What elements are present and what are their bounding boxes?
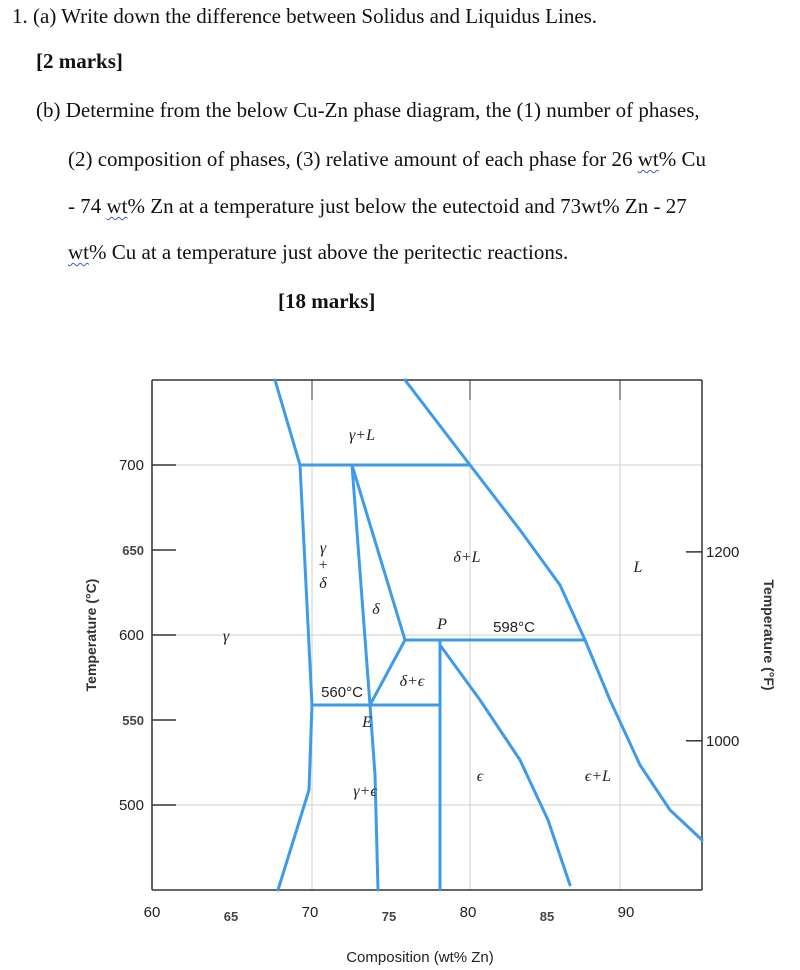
- y-tick-label: 550: [122, 713, 144, 728]
- y-tick-label: 500: [118, 797, 144, 814]
- x-tick-label: 90: [617, 904, 635, 921]
- b2-pre: (2) composition of phases, (3) relative amount of each phase for 26: [68, 147, 638, 171]
- label-peritectic-point: P: [437, 616, 447, 633]
- y-tick-label: 600: [118, 627, 144, 644]
- label-epsilon-liquid: ϵ+L: [584, 768, 612, 785]
- liquidus-line: [405, 380, 702, 840]
- question-part-b-line1: (b) Determine from the below Cu-Zn phase diagram, the (1) number of phases,: [36, 98, 700, 122]
- x-tick-label: 60: [143, 904, 161, 921]
- label-eutectoid-point: E: [362, 714, 372, 731]
- label-gamma: γ: [222, 628, 230, 645]
- x-axis-label: Composition (wt% Zn): [346, 949, 494, 966]
- x-tick-label: 70: [301, 904, 319, 921]
- label-gamma-epsilon: γ+ϵ: [353, 783, 377, 800]
- b2-post: % Cu: [658, 147, 706, 171]
- label-liquid: L: [633, 559, 643, 576]
- label-560c: 560°C: [321, 684, 363, 701]
- f-tick-labels: [686, 544, 739, 750]
- question-part-a: 1. (a) Write down the difference between Solidus and Liquidus Lines.: [12, 4, 598, 28]
- f-tick-label: 1200: [706, 543, 740, 561]
- marks-b-text: [18 marks]: [278, 289, 376, 313]
- label-598c: 598°C: [493, 619, 535, 636]
- wt-word: wt: [68, 240, 89, 264]
- top-ticks: [312, 380, 620, 400]
- marks-a-text: [2 marks]: [36, 49, 123, 73]
- label-delta-epsilon: δ+ϵ: [399, 673, 425, 690]
- label-epsilon: ϵ: [476, 768, 484, 785]
- y-tick-label: 650: [122, 543, 144, 558]
- label-gamma-delta-1: γ: [319, 540, 327, 557]
- label-gamma-delta-2: +: [317, 557, 329, 574]
- f-tick-label: 1000: [706, 732, 740, 750]
- y-axis-right-label: Temperature (°F): [761, 579, 777, 691]
- x-tick-label: 75: [381, 909, 397, 924]
- b3-post: % Zn at a temperature just below the eutectoid and 73wt% Zn - 27: [127, 194, 687, 218]
- x-tick-labels: [144, 904, 635, 924]
- gamma-delta-boundary: [352, 465, 378, 890]
- y-tick-labels: [119, 457, 176, 814]
- epsilon-right-boundary: [440, 645, 570, 885]
- label-delta-liquid: δ+L: [453, 549, 481, 566]
- y-tick-label: 700: [118, 457, 144, 474]
- wt-word: wt: [637, 147, 659, 171]
- x-tick-label: 80: [459, 904, 477, 921]
- phase-labels: [223, 427, 643, 800]
- label-gamma-delta-3: δ: [319, 575, 327, 592]
- b4-post: % Cu at a temperature just above the peritectic reactions.: [89, 240, 569, 264]
- label-delta: δ: [372, 601, 380, 618]
- x-tick-label: 65: [223, 909, 239, 924]
- wt-word: wt: [106, 194, 128, 218]
- x-tick-label: 85: [539, 909, 555, 924]
- label-gamma-liquid: γ+L: [349, 427, 375, 444]
- gridlines: [152, 380, 702, 890]
- b3-pre: - 74: [68, 194, 107, 218]
- y-axis-left-label: Temperature (°C): [83, 578, 99, 692]
